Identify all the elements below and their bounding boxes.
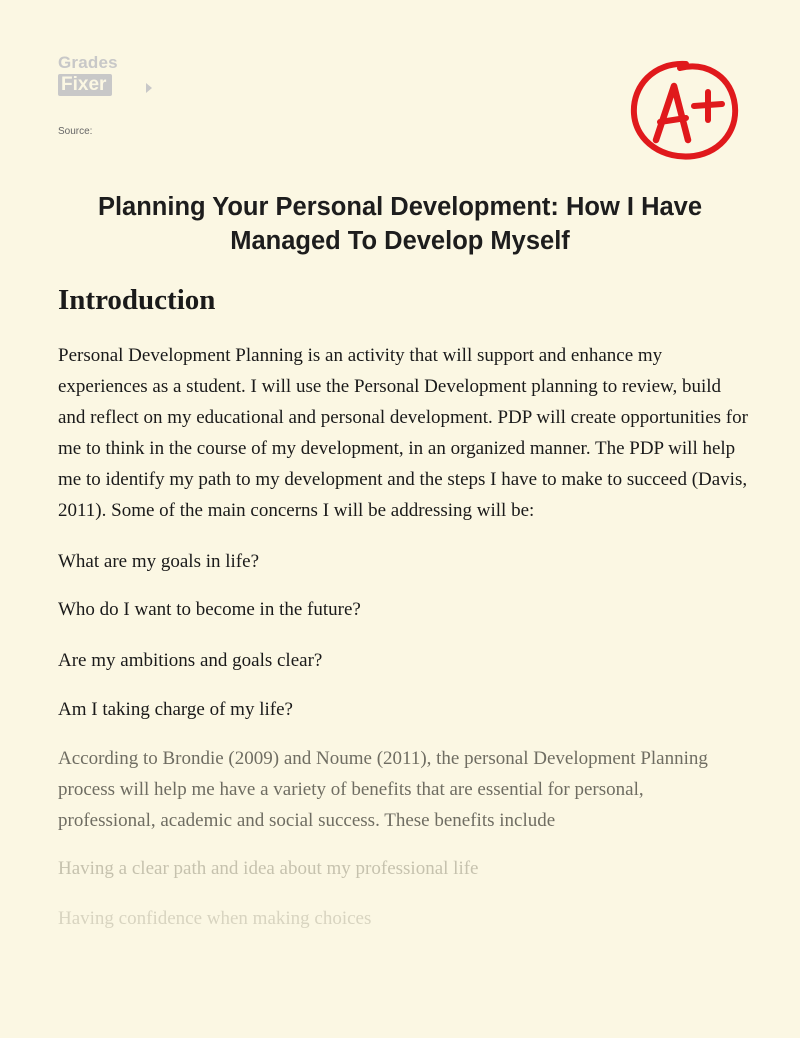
logo-line2: Fixer xyxy=(58,74,112,96)
question-charge: Am I taking charge of my life? xyxy=(58,699,293,720)
page-title: Planning Your Personal Development: How I Have Managed To Develop Myself xyxy=(97,193,703,255)
intro-paragraph: Personal Development Planning is an activity that will support and enhance my experiences as a student. I will use the Personal Development planning to review, build and reflect on my educational and personal development. PDP will create opportunities for me to think in the course of my development, in an organized manner. The PDP will help me to identify my path to my development and the steps I have to make to succeed (Davis, 2011). Some of the main concerns I will be addressing will be: xyxy=(58,345,748,521)
logo-line1: Grades xyxy=(58,53,118,72)
question-goals: What are my goals in life? xyxy=(58,551,260,572)
logo-arrow-icon xyxy=(146,83,152,93)
question-ambitions: Are my ambitions and goals clear? xyxy=(58,650,323,671)
gradesfixer-logo[interactable] xyxy=(58,54,158,102)
question-future: Who do I want to become in the future? xyxy=(58,599,361,620)
benefits-paragraph: According to Brondie (2009) and Noume (2011), the personal Development Planning process will help me have a variety of benefits that are essential for personal, professional, academic and social success. These benefits include xyxy=(58,748,708,831)
source-label: Source: xyxy=(58,126,93,137)
section-heading: Introduction xyxy=(58,284,216,316)
grade-a-plus-icon xyxy=(624,56,744,166)
faded-benefit-2: Having confidence when making choices xyxy=(58,908,372,929)
faded-benefit-1: Having a clear path and idea about my professional life xyxy=(58,858,479,879)
